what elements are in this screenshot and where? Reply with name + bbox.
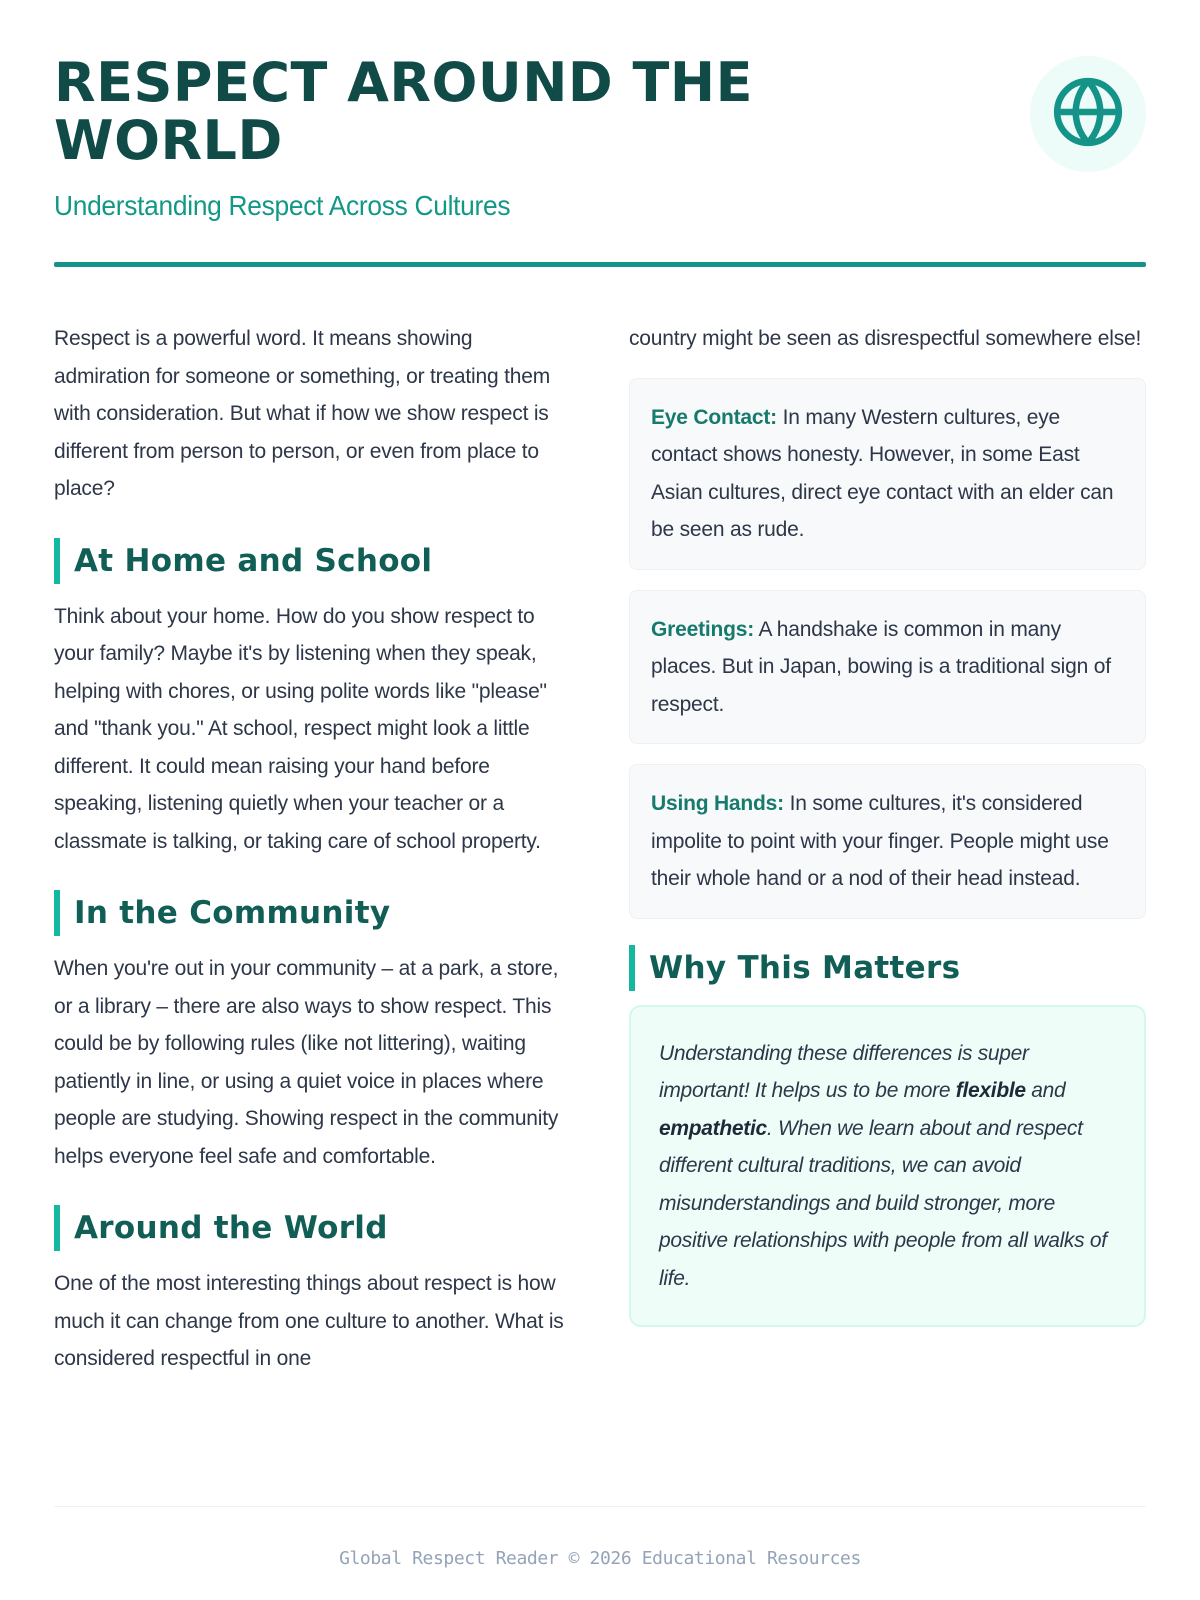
- example-box-eye-contact: [629, 378, 1146, 570]
- section-heading-community: In the Community: [54, 890, 571, 936]
- example-text: In many Western cultures, eye contact shows honesty. However, in some East Asian cultures, direct eye contact with an elder can be seen as rude.: [651, 405, 1114, 541]
- section-body-around-world: One of the most interesting things about respect is how much it can change from one culture to another. What is considered respectful in one: [54, 1272, 564, 1370]
- globe-badge: [1030, 56, 1146, 172]
- page-subtitle: Understanding Respect Across Cultures: [54, 190, 511, 221]
- section-heading-around-world: Around the World: [54, 1205, 571, 1251]
- header-divider: [54, 262, 1146, 267]
- page-title: RESPECT AROUND THE WORLD: [54, 51, 753, 172]
- page-header: [54, 0, 1146, 270]
- section-body-around-world-continued: country might be seen as disrespectful somewhere else!: [629, 327, 1142, 350]
- example-text: In some cultures, it's considered impolite to point with your finger. People might use their whole hand or a nod of their head instead.: [651, 792, 1109, 890]
- emphasis-flexible: flexible: [955, 1079, 1026, 1102]
- example-label: Eye Contact:: [651, 405, 777, 429]
- globe-icon: [1051, 75, 1125, 154]
- example-label: Greetings:: [651, 617, 755, 641]
- why-matters-callout: [629, 1005, 1146, 1328]
- section-heading-home-school: At Home and School: [54, 538, 571, 584]
- left-column: [54, 320, 571, 1378]
- section-heading-why-matters: Why This Matters: [629, 945, 1146, 991]
- page-footer: Global Respect Reader © 2026 Educational Resources: [339, 1548, 861, 1569]
- section-body-home-school: Think about your home. How do you show respect to your family? Maybe it's by listening when they speak, helping with chores, or using polite words like "please" and "thank you." At school, respect might look a little different. It could mean raising your hand before speaking, listening quietly when your teacher or a classmate is talking, or taking care of school property.: [54, 604, 547, 853]
- article-body: [54, 320, 1146, 1378]
- page: [54, 0, 1146, 1370]
- why-matters-text: Understanding these differences is super important! It helps us to be more flexible and empathetic. When we learn about and respect different cultural traditions, we can avoid misunderstandings and build stronger, more positive relationships with people from all walks of life.: [659, 1041, 1107, 1290]
- intro-paragraph: Respect is a powerful word. It means showing admiration for someone or something, or treating them with consideration. But what if how we show respect is different from person to person, or even from place to place?: [54, 327, 550, 500]
- example-box-using-hands: [629, 764, 1146, 919]
- example-text: A handshake is common in many places. But in Japan, bowing is a traditional sign of respect.: [651, 617, 1111, 716]
- example-label: Using Hands:: [651, 792, 784, 815]
- emphasis-empathetic: empathetic: [659, 1116, 767, 1140]
- footer-divider: [54, 1506, 1146, 1507]
- example-box-greetings: [629, 590, 1146, 745]
- section-body-community: When you're out in your community – at a park, a store, or a library – there are also ways to show respect. This could be by following rules (like not littering), waiting patiently in line, or using a quiet voice in places where people are studying. Showing respect in the community helps everyone feel safe and comfortable.: [54, 957, 559, 1168]
- right-column: [629, 320, 1146, 1378]
